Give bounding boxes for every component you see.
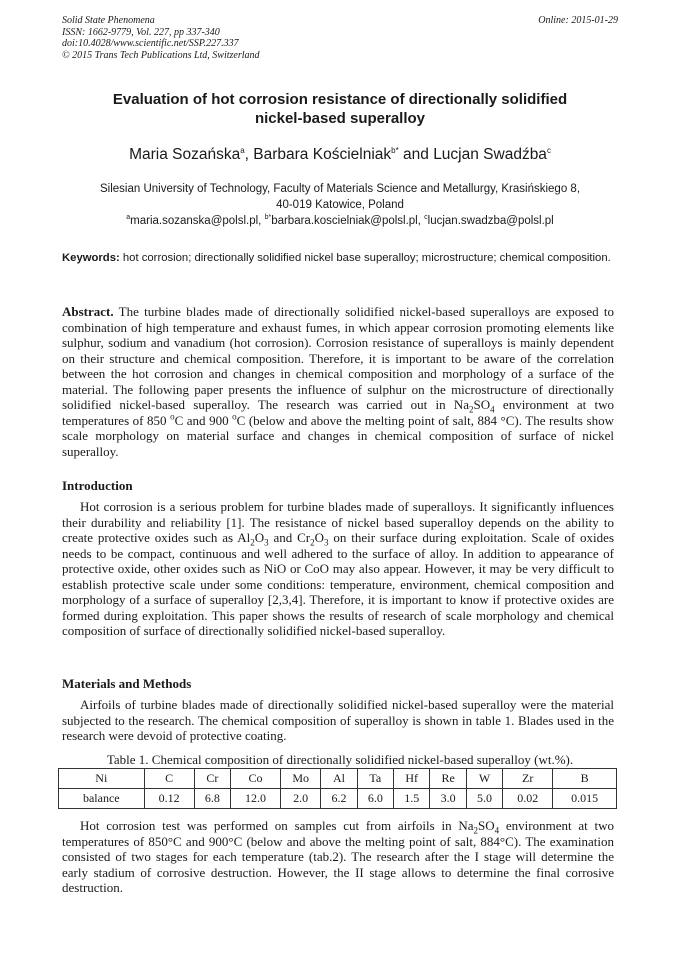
- journal-issn: ISSN: 1662-9779, Vol. 227, pp 337-340: [62, 26, 220, 38]
- affiliation-line-1: Silesian University of Technology, Faculty of Materials Science and Metallurgy, Krasińskiego 8,: [99, 183, 581, 195]
- methods-heading: Materials and Methods: [62, 676, 192, 691]
- email-a[interactable]: maria.sozanska@polsl.pl,: [130, 215, 265, 227]
- table-header-cell: Ni: [59, 769, 145, 789]
- methods-text: SO: [478, 818, 495, 833]
- keywords: [62, 251, 614, 266]
- abstract-text: C and 900: [174, 412, 233, 428]
- email-b-mark: b*: [264, 214, 272, 222]
- abstract-label: Abstract.: [62, 304, 114, 319]
- methods-paragraph-2: [62, 818, 614, 896]
- subscript: 2: [250, 537, 255, 548]
- abstract-text: C (below and above the melting point of salt, 884 °C). The results show scale morphology on material surface and changes in chemical composition of surface of nickel superalloy.: [62, 412, 614, 459]
- table-cell: 6.2: [321, 789, 357, 809]
- table-header-cell: Zr: [503, 769, 553, 789]
- table-cell: 6.8: [194, 789, 230, 809]
- table-header-cell: Ta: [357, 769, 393, 789]
- table-header-cell: C: [144, 769, 194, 789]
- subscript: 4: [494, 825, 500, 836]
- affiliation: [62, 181, 618, 229]
- table-header-row: [59, 769, 617, 789]
- author-list: [62, 146, 618, 164]
- intro-text: and Cr: [268, 530, 311, 545]
- intro-text: O: [314, 530, 325, 545]
- table-cell: 0.015: [553, 789, 617, 809]
- title-line-1: Evaluation of hot corrosion resistance of directionally solidified: [112, 91, 568, 108]
- table-header-cell: Al: [321, 769, 357, 789]
- table-row: [59, 789, 617, 809]
- email-c[interactable]: lucjan.swadzba@polsl.pl: [427, 215, 554, 227]
- table-cell: 5.0: [466, 789, 502, 809]
- intro-text: on their surface during exploitation. Scale of oxides needs to be compact, continuous and well adhered to the surface of alloy. In addition to appearance of protective oxide, other oxides such as NiO or CoO may also appear. However, it may be very difficult to establish protective scale under some conditions: temperature, environment, chemical composition and morphology of a surface of superalloy [2,3,4]. Therefore, it is important to know if protective oxides are formed during exploitation. This paper shows the results of research of scale morphology and chemical composition of surface of directionally solidified nickel-based superalloy.: [62, 530, 615, 638]
- intro-text: O: [254, 530, 265, 545]
- author-2: Barbara Kościelniak: [253, 146, 392, 163]
- table-cell: 0.02: [503, 789, 553, 809]
- email-b[interactable]: barbara.koscielniak@polsl.pl,: [271, 215, 425, 227]
- methods-paragraph-1: Airfoils of turbine blades made of directionally solidified nickel-based superalloy were the material subjected to the research. The chemical composition of superalloy is shown in table 1. Blades used in the research were devoid of protective coating.: [62, 697, 614, 743]
- table-cell: 1.5: [394, 789, 430, 809]
- table-header-cell: B: [553, 769, 617, 789]
- table-cell: 3.0: [430, 789, 466, 809]
- subscript: 2: [473, 825, 478, 836]
- subscript: 3: [324, 537, 329, 548]
- table-header-cell: W: [466, 769, 502, 789]
- table-cell: 2.0: [281, 789, 321, 809]
- journal-header: [62, 15, 618, 61]
- table-header-cell: Mo: [281, 769, 321, 789]
- author-3-mark: c: [546, 145, 551, 155]
- table-cell: 6.0: [357, 789, 393, 809]
- intro-text: Hot corrosion is a serious problem for turbine blades made of superalloys. It significantly influences their durability and reliability [1]. The resistance of nickel based superalloy depends on the ability to create protective oxides such as Al: [62, 499, 614, 545]
- table-header-cell: Re: [430, 769, 466, 789]
- introduction-paragraph: [62, 499, 614, 639]
- methods-text: Hot corrosion test was performed on samples cut from airfoils in Na: [80, 818, 474, 833]
- online-date: Online: 2015-01-29: [538, 15, 618, 26]
- table-cell: 0.12: [144, 789, 194, 809]
- abstract-text: environment at two temperatures of 850: [62, 397, 615, 428]
- abstract-text: SO: [473, 397, 491, 412]
- introduction-heading: Introduction: [62, 478, 133, 493]
- degree-mark: o: [232, 411, 237, 422]
- keywords-text: hot corrosion; directionally solidified nickel base superalloy; microstructure; chemical composition.: [119, 252, 611, 264]
- author-1: Maria Sozańska: [129, 146, 241, 163]
- table-header-cell: Hf: [394, 769, 430, 789]
- email-a-mark: a: [126, 214, 131, 222]
- degree-mark: o: [170, 411, 175, 422]
- author-3: Lucjan Swadźba: [433, 146, 547, 163]
- email-c-mark: c: [424, 214, 428, 222]
- table-1-caption: Table 1. Chemical composition of directionally solidified nickel-based superalloy (wt.%).: [106, 752, 574, 767]
- journal-doi: doi:10.4028/www.scientific.net/SSP.227.337: [62, 38, 239, 49]
- author-and: and: [398, 146, 434, 163]
- author-2-mark: b*: [391, 145, 399, 155]
- author-emails: [62, 213, 618, 229]
- journal-name: Solid State Phenomena: [62, 15, 155, 26]
- keywords-label: Keywords:: [62, 252, 120, 264]
- abstract-text: The turbine blades made of directionally solidified nickel-based superalloys are exposed to combination of high temperature and exhaust fumes, in which appear corrosion promoting elements like sulphur, sodium and vanadium (hot corrosion). Corrosion resistance of superalloys is mainly dependent on their structure and chemical composition. Therefore, it is important to be aware of the correlation between the hot corrosion and changes in chemical composition and morphology of a surface of the material. The following paper presents the influence of sulphur on the microstructure of directionally solidified nickel-based superalloy. The research was carried out in Na: [62, 304, 614, 412]
- table-cell: balance: [59, 789, 145, 809]
- subscript: 2: [469, 404, 474, 415]
- table-header-cell: Co: [231, 769, 281, 789]
- journal-copyright: © 2015 Trans Tech Publications Ltd, Switzerland: [62, 49, 260, 61]
- subscript: 4: [490, 404, 495, 415]
- subscript: 3: [264, 537, 269, 548]
- author-1-mark: a: [240, 145, 245, 155]
- paper-title: [70, 90, 610, 128]
- affiliation-line-2: 40-019 Katowice, Poland: [276, 199, 404, 211]
- table-1: [58, 768, 617, 809]
- title-line-2: nickel-based superalloy: [254, 110, 426, 127]
- author-separator: ,: [244, 146, 254, 163]
- table-cell: 12.0: [231, 789, 281, 809]
- methods-text: environment at two temperatures of 850°C and 900°C (below and above the melting point of salt, 884°C). The examination consisted of two stages for each temperature (tab.2). The research after the I stage will determine the early stadium of corrosive destruction. However, the II stage allows to determine the final corrosive destruction.: [62, 818, 614, 895]
- subscript: 2: [310, 537, 315, 548]
- table-header-cell: Cr: [194, 769, 230, 789]
- abstract: [62, 304, 614, 459]
